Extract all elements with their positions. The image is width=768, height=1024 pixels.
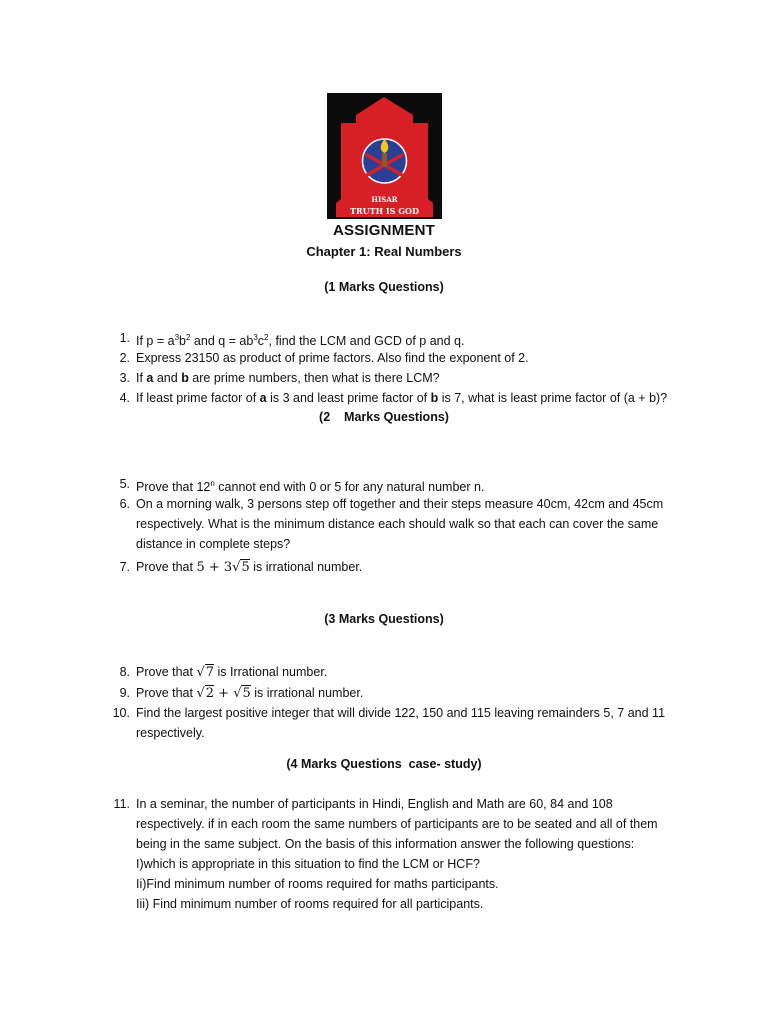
school-logo xyxy=(327,86,442,219)
question-text: Express 23150 as product of prime factors. Also find the exponent of 2. xyxy=(136,351,529,365)
question-text: Prove that √2 + √5 is irrational number. xyxy=(136,686,364,701)
question-number: 7. xyxy=(119,560,130,574)
crest-line-1: HISAR xyxy=(371,195,398,204)
crest-line-2: TRUTH IS GOD xyxy=(350,206,419,216)
question-number: 3. xyxy=(119,371,130,385)
question-number: 4. xyxy=(119,391,130,405)
question-number: 8. xyxy=(119,665,130,679)
question-number: 10. xyxy=(112,706,130,720)
question-number: 1. xyxy=(119,331,130,345)
crest-arc-text: ARMY PUBLIC SCHOOL xyxy=(327,86,435,96)
question-text: Prove that 5 + 3√5 is irrational number. xyxy=(136,560,363,575)
question-text: If least prime factor of a is 3 and least prime factor of b is 7, what is least prime factor of (a + b)? xyxy=(136,391,668,405)
school-crest-icon xyxy=(327,86,442,219)
question-text: If a and b are prime numbers, then what is there LCM? xyxy=(136,371,440,385)
question-number: 2. xyxy=(119,351,130,365)
math-expression: √7 xyxy=(196,665,215,680)
section-heading-3-marks: (3 Marks Questions) xyxy=(324,612,444,626)
math-expression: 5 + 3√5 xyxy=(196,560,250,575)
question-text: In a seminar, the number of participants in Hindi, English and Math are 60, 84 and 108 respectively. if in each room the same numbers of participants are to be seated and all of them being in the same subject. On the basis of this information answer the following questions: I)which is appropriate in this situation to find the LCM or HCF? Ii)Find minimum number of rooms required for maths participants. Iii) Find minimum number of rooms required for all participants. xyxy=(136,797,658,911)
question-text: Prove that 12$^n$ cannot end with 0 or 5 for any natural number n. xyxy=(136,479,485,495)
question-number: 5. xyxy=(119,477,130,491)
math-expression: √2 + √5 xyxy=(196,686,251,701)
section-heading-1-mark: (1 Marks Questions) xyxy=(324,280,444,294)
chapter-heading: Chapter 1: Real Numbers xyxy=(306,244,462,259)
question-text: On a morning walk, 3 persons step off together and their steps measure 40cm, 42cm and 45cm respectively. What is the minimum distance each should walk so that each can cover the same distance in complete steps? xyxy=(136,497,664,551)
question-text: If $p = a^3b^2$ and $q = ab^3c^2$, find the LCM and GCD of p and q. xyxy=(136,333,465,349)
page-title: ASSIGNMENT xyxy=(332,222,435,239)
question-text: Prove that √7 is Irrational number. xyxy=(136,665,328,680)
question-number: 6. xyxy=(119,497,130,511)
question-number: 9. xyxy=(119,686,130,700)
question-number: 11. xyxy=(113,797,130,811)
section-heading-4-marks: (4 Marks Questions case- study) xyxy=(286,757,482,771)
question-text: Find the largest positive integer that will divide 122, 150 and 115 leaving remainders 5, 7 and 11 respectively. xyxy=(136,706,666,740)
section-heading-2-marks: (2 Marks Questions) xyxy=(319,410,449,424)
